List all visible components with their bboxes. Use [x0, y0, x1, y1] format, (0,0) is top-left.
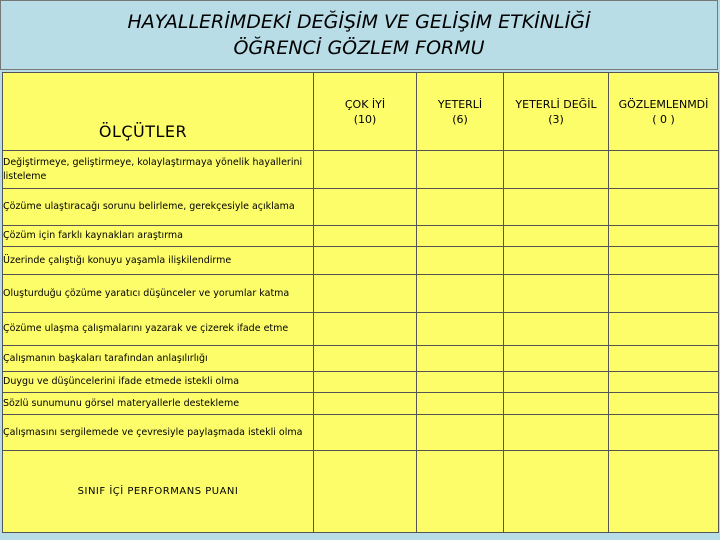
score-cell[interactable] [504, 189, 609, 226]
column-header-very-good: ÇOK İYİ (10) [314, 73, 417, 151]
criterion-label: Çözüme ulaşma çalışmalarını yazarak ve çizerek ifade etme [3, 313, 314, 346]
score-cell[interactable] [314, 189, 417, 226]
performance-score-label: SINIF İÇİ PERFORMANS PUANI [3, 451, 314, 533]
score-cell[interactable] [314, 151, 417, 189]
score-cell[interactable] [314, 346, 417, 372]
criterion-label: Değiştirmeye, geliştirmeye, kolaylaştırmaya yönelik hayallerini listeleme [3, 151, 314, 189]
criteria-header-cell [3, 73, 314, 151]
score-cell[interactable] [417, 393, 504, 415]
score-cell[interactable] [609, 151, 719, 189]
score-cell[interactable] [609, 372, 719, 393]
score-cell[interactable] [314, 415, 417, 451]
score-cell[interactable] [314, 226, 417, 247]
score-cell[interactable] [314, 313, 417, 346]
score-cell[interactable] [314, 393, 417, 415]
score-cell[interactable] [417, 226, 504, 247]
score-cell[interactable] [417, 372, 504, 393]
score-cell[interactable] [417, 151, 504, 189]
score-cell[interactable] [609, 247, 719, 275]
table-row [3, 189, 719, 226]
header-row [3, 73, 719, 151]
score-cell[interactable] [504, 226, 609, 247]
table-row [3, 226, 719, 247]
score-cell[interactable] [417, 189, 504, 226]
criterion-label: Duygu ve düşüncelerini ifade etmede istekli olma [3, 372, 314, 393]
total-row [3, 451, 719, 533]
table-row [3, 313, 719, 346]
column-header-sufficient: YETERLİ (6) [417, 73, 504, 151]
form-header [0, 0, 718, 70]
score-cell[interactable] [314, 372, 417, 393]
score-cell[interactable] [504, 313, 609, 346]
score-cell[interactable] [609, 313, 719, 346]
criterion-label: Sözlü sunumunu görsel materyallerle destekleme [3, 393, 314, 415]
score-cell[interactable] [504, 372, 609, 393]
criterion-label: Çözüm için farklı kaynakları araştırma [3, 226, 314, 247]
criterion-label: Çalışmanın başkaları tarafından anlaşılırlığı [3, 346, 314, 372]
score-cell[interactable] [504, 247, 609, 275]
score-cell[interactable] [417, 346, 504, 372]
table-row [3, 247, 719, 275]
score-cell[interactable] [609, 393, 719, 415]
score-cell[interactable] [609, 451, 719, 533]
score-cell[interactable] [609, 189, 719, 226]
score-cell[interactable] [609, 275, 719, 313]
observation-table [2, 72, 719, 533]
criterion-label: Üzerinde çalıştığı konuyu yaşamla ilişkilendirme [3, 247, 314, 275]
score-cell[interactable] [417, 415, 504, 451]
score-cell[interactable] [609, 346, 719, 372]
criterion-label: Çalışmasını sergilemede ve çevresiyle paylaşmada istekli olma [3, 415, 314, 451]
table-row [3, 151, 719, 189]
score-cell[interactable] [417, 313, 504, 346]
column-header-insufficient: YETERLİ DEĞİL (3) [504, 73, 609, 151]
score-cell[interactable] [609, 415, 719, 451]
score-cell[interactable] [504, 151, 609, 189]
table-row [3, 393, 719, 415]
score-cell[interactable] [609, 226, 719, 247]
criteria-header: ÖLÇÜTLER [98, 122, 188, 141]
score-cell[interactable] [504, 393, 609, 415]
criterion-label: Oluşturduğu çözüme yaratıcı düşünceler ve yorumlar katma [3, 275, 314, 313]
score-cell[interactable] [504, 346, 609, 372]
table-row [3, 415, 719, 451]
form-title: HAYALLERİMDEKİ DEĞİŞİM VE GELİŞİM ETKİNLİĞİ [127, 11, 591, 33]
score-cell[interactable] [504, 451, 609, 533]
form-subtitle: ÖĞRENCİ GÖZLEM FORMU [233, 37, 485, 59]
score-cell[interactable] [417, 275, 504, 313]
score-cell[interactable] [417, 247, 504, 275]
table-row [3, 372, 719, 393]
score-cell[interactable] [504, 275, 609, 313]
score-cell[interactable] [504, 415, 609, 451]
score-cell[interactable] [314, 247, 417, 275]
score-cell[interactable] [314, 451, 417, 533]
score-cell[interactable] [417, 451, 504, 533]
table-row [3, 346, 719, 372]
score-cell[interactable] [314, 275, 417, 313]
table-row [3, 275, 719, 313]
column-header-not-observed: GÖZLEMLENMDİ ( 0 ) [609, 73, 719, 151]
criterion-label: Çözüme ulaştıracağı sorunu belirleme, gerekçesiyle açıklama [3, 189, 314, 226]
